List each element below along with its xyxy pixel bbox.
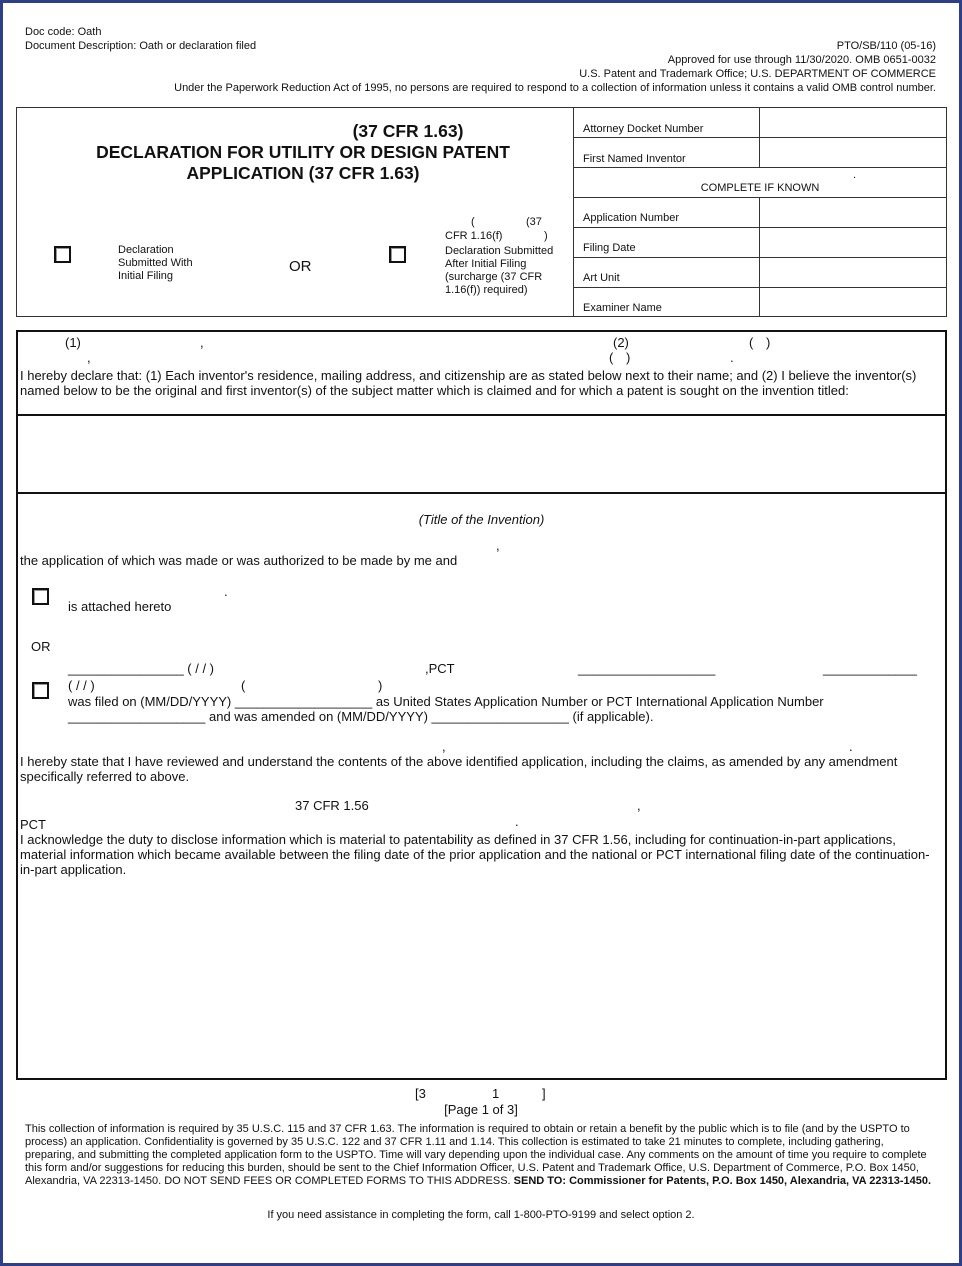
examiner-name-label: Examiner Name — [583, 302, 662, 314]
review-frag-dot: . — [849, 739, 853, 754]
first-inventor-label: First Named Inventor — [583, 153, 686, 165]
app-frag-pct: ,PCT — [425, 661, 455, 676]
decl-frag-paren2: ) — [766, 335, 771, 350]
complete-if-known: COMPLETE IF KNOWN — [700, 182, 820, 194]
filing-date-label: Filing Date — [583, 242, 636, 254]
decl-frag-paren1: ( — [749, 335, 754, 350]
app-frag-blank3: _____________ — [823, 661, 917, 676]
first-inventor-input[interactable] — [763, 139, 945, 166]
decl-frag-paren4: ) — [626, 350, 631, 365]
decl-frag-paren3: ( — [609, 350, 614, 365]
filed-checkbox[interactable] — [32, 682, 49, 699]
form-number: PTO/SB/110 (05-16) — [836, 40, 936, 52]
invention-title-input[interactable] — [19, 417, 945, 491]
app-frag-blank1: ________________ ( / / ) — [68, 661, 215, 676]
filed-on-text: was filed on (MM/DD/YYYY) ___________________ as United States Application Number or PCT International Application Number — [68, 694, 824, 709]
app-frag-blank2: ___________________ — [578, 661, 716, 676]
app-frag-paren-close: ) — [378, 678, 383, 693]
page-frag1: [3 — [415, 1086, 426, 1101]
filing-date-input[interactable] — [763, 229, 945, 256]
submission-frag1: ( — [471, 216, 475, 228]
submission-frag2: (37 — [526, 216, 542, 228]
decl-frag-2: (2) — [613, 335, 629, 350]
page-label: [Page 1 of 3] — [444, 1102, 518, 1117]
initial-filing-checkbox[interactable] — [54, 246, 71, 263]
review-frag-comma: , — [442, 739, 446, 754]
app-frag-date: ( / / ) — [68, 678, 95, 693]
decl-frag-1: (1) — [65, 335, 81, 350]
form-page — [3, 3, 959, 1263]
or-label-top: OR — [289, 258, 312, 275]
title-caption: (Title of the Invention) — [418, 512, 545, 527]
form-title-line2: APPLICATION (37 CFR 1.63) — [186, 163, 420, 183]
send-to-text: SEND TO: Commissioner for Patents, P.O. Box 1450, Alexandria, VA 22313-1450. — [513, 1175, 932, 1187]
assistance-text: If you need assistance in completing the form, call 1-800-PTO-9199 and select option 2. — [267, 1209, 695, 1221]
dot-mark: . — [853, 169, 857, 181]
declaration-text: I hereby declare that: (1) Each inventor's residence, mailing address, and citizenship are as stated below next to their name; and (2) I believe the inventor(s) named below to be the original and first inventor(s) of the subject matter which is claimed and for which a patent is sought on the invention titled: — [20, 368, 917, 398]
amended-on-text: ___________________ and was amended on (MM/DD/YYYY) ___________________ (if applicable). — [68, 709, 654, 724]
duty-frag-cfr: 37 CFR 1.56 — [295, 798, 369, 813]
attorney-docket-input[interactable] — [763, 109, 945, 136]
duty-frag-comma: , — [637, 798, 641, 813]
attached-text: is attached hereto — [68, 599, 172, 614]
review-text: I hereby state that I have reviewed and understand the contents of the above identified application, including the claims, as amended by any amendment specifically referred to above. — [20, 754, 898, 784]
burden-text: This collection of information is required by 35 U.S.C. 115 and 37 CFR 1.63. The information is required to obtain or retain a benefit by the public which is to file (and by the USPTO to process) an application. Confidentiality is governed by 35 U.S.C. 122 and 37 CFR 1.11 and 1.14. This collection is estimated to take 21 minutes to complete, including gathering, preparing, and submitting the completed application form to the USPTO. Time will vary depending upon the individual case. Any comments on the amount of time you require to complete this form and/or suggestions for reducing this burden, should be sent to the Chief Information Officer, U.S. Patent and Trademark Office, U.S. Department of Commerce, P.O. Box 1450, Alexandria, VA 22313-1450. DO NOT SEND FEES OR COMPLETED FORMS TO THIS ADDRESS. — [25, 1123, 927, 1187]
duty-frag-dot: . — [515, 814, 519, 829]
duty-text: I acknowledge the duty to disclose information which is material to patentability as defined in 37 CFR 1.56, including for continuation-in-part applications, material information which became available between the filing date of the prior application and the national or PCT international filing date of the continuation-in-part application. — [20, 832, 930, 877]
application-number-label: Application Number — [583, 212, 679, 224]
after-filing-label: Declaration Submitted After Initial Filing (surcharge (37 CFR 1.16(f)) required) — [445, 245, 554, 296]
attached-checkbox[interactable] — [32, 588, 49, 605]
application-number-input[interactable] — [763, 199, 945, 226]
initial-filing-label: Declaration Submitted With Initial Filing — [118, 244, 193, 282]
art-unit-label: Art Unit — [583, 272, 620, 284]
form-title-line1: DECLARATION FOR UTILITY OR DESIGN PATENT — [96, 142, 510, 162]
decl-frag-comma2: , — [87, 350, 91, 365]
app-frag-paren-open: ( — [241, 678, 246, 693]
form-cfr: (37 CFR 1.63) — [352, 121, 464, 141]
after-filing-checkbox[interactable] — [389, 246, 406, 263]
page-frag2: 1 — [492, 1086, 500, 1101]
submission-frag3: CFR 1.16(f) — [445, 230, 503, 242]
decl-frag-comma1: , — [200, 335, 204, 350]
app-frag-comma: , — [496, 538, 500, 553]
office-text: U.S. Patent and Trademark Office; U.S. DEPARTMENT OF COMMERCE — [579, 68, 936, 80]
burden-statement — [25, 1123, 933, 1188]
doc-description: Document Description: Oath or declaration filed — [25, 40, 257, 52]
duty-frag-pct: PCT — [20, 817, 46, 832]
submission-frag4: ) — [544, 230, 548, 242]
decl-frag-dot: . — [730, 350, 734, 365]
art-unit-input[interactable] — [763, 259, 945, 286]
app-frag-dot: . — [224, 584, 228, 599]
approval-text: Approved for use through 11/30/2020. OMB 0651-0032 — [667, 54, 936, 66]
or-label-mid: OR — [31, 639, 51, 654]
paperwork-notice: Under the Paperwork Reduction Act of 1995, no persons are required to respond to a collection of information unless it contains a valid OMB control number. — [174, 82, 936, 94]
made-by-text: the application of which was made or was authorized to be made by me and — [20, 553, 458, 568]
examiner-name-input[interactable] — [763, 289, 945, 316]
doc-code: Doc code: Oath — [25, 26, 102, 38]
attorney-docket-label: Attorney Docket Number — [583, 123, 704, 135]
page-frag3: ] — [542, 1086, 546, 1101]
